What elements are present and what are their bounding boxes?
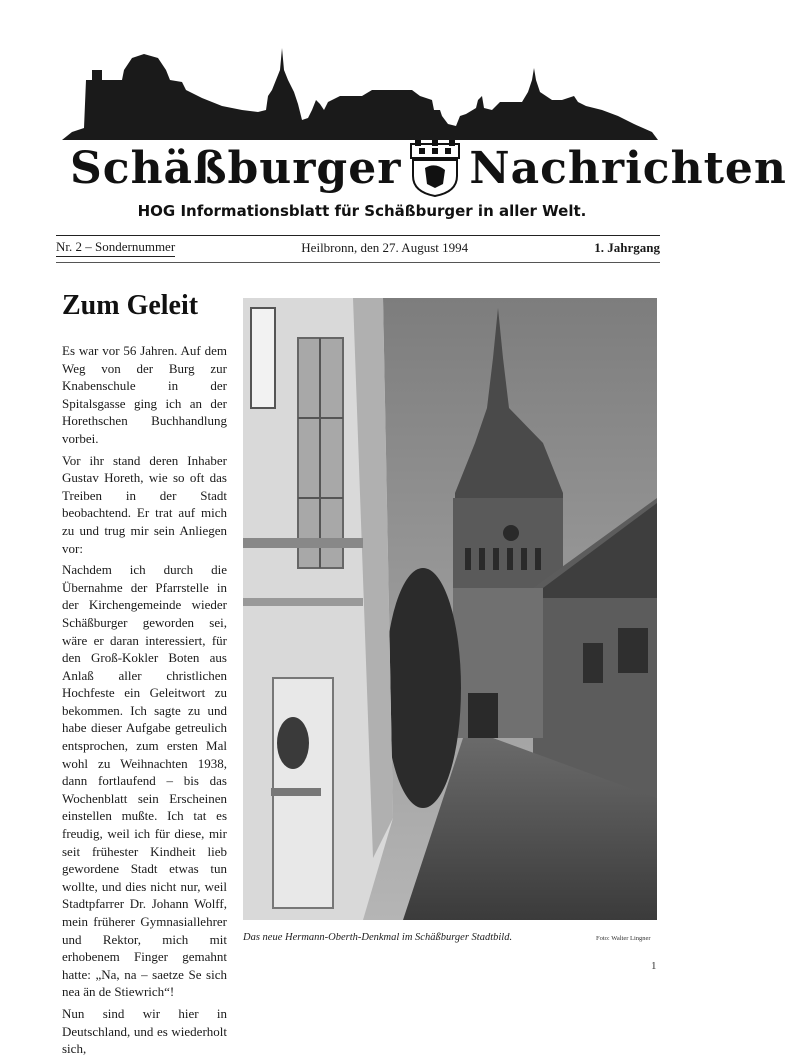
article-paragraph: Nachdem ich durch die Übernahme der Pfarrstelle in der Kirchengemeinde wieder Schäßburger geworden sei, wäre er daran interessiert, für den Groß-Kokler Boten aus Anlaß aller christlichen Hochfeste ein Geleitwort zu bekommen. Ich sagte zu und habe dieser Aufgabe getreulich entsprochen, zum ersten Mal wohl zu Weihnachten 1938, dann fortlaufend – bis das Wochenblatt sein Erscheinen einstellen mußte. Ich tat es freudig, weil ich für diese, mir seit frühester Kindheit lieb gewordene Stadt etwas tun wollte, und dies nicht nur, weil Stadtpfarrer Dr. Johann Wolff, mein früherer Gymnasiallehrer und Rektor, mich mit erhobenem Finger gemahnt hatte: „Na, na – saetze Se sich nea än de Stiewrich“! (62, 562, 227, 1000)
article-paragraph: Nun sind wir hier in Deutschland, und es wiederholt sich, (62, 1005, 227, 1057)
town-skyline-illustration (62, 40, 658, 144)
article-paragraph: Es war vor 56 Jahren. Auf dem Weg von der Burg zur Knabenschule in der Spitalsgasse ging ich an der Horethschen Buchhandlung vorbei. (62, 343, 227, 446)
article-body (62, 342, 227, 1062)
issue-number: Nr. 2 – Sondernummer (56, 239, 175, 257)
masthead-subtitle: HOG Informationsblatt für Schäßburger in aller Welt. (137, 202, 587, 220)
photo-caption: Das neue Hermann-Oberth-Denkmal im Schäßburger Stadtbild. (243, 932, 513, 943)
masthead-title-left: Schäßburger (70, 142, 402, 194)
article-headline: Zum Geleit (62, 290, 199, 321)
photo-credit: Foto: Walter Lingner (596, 935, 651, 942)
article-paragraph: Vor ihr stand deren Inhaber Gustav Horeth, wie so oft das Treiben in der Stadt beobachtend. Er trat auf mich zu und trug mir sein Anliegen vor: (62, 452, 227, 556)
issue-info-bar (56, 239, 660, 257)
town-crest-icon (405, 138, 465, 198)
masthead-title (70, 138, 787, 198)
masthead-title-right: Nachrichten (469, 142, 787, 194)
header-rule-bottom (56, 262, 660, 263)
street-scene-photo (243, 298, 657, 920)
issue-volume: 1. Jahrgang (594, 240, 660, 255)
header-rule-top (56, 235, 660, 236)
issue-place-date: Heilbronn, den 27. August 1994 (301, 240, 469, 255)
page-number: 1 (651, 960, 657, 972)
